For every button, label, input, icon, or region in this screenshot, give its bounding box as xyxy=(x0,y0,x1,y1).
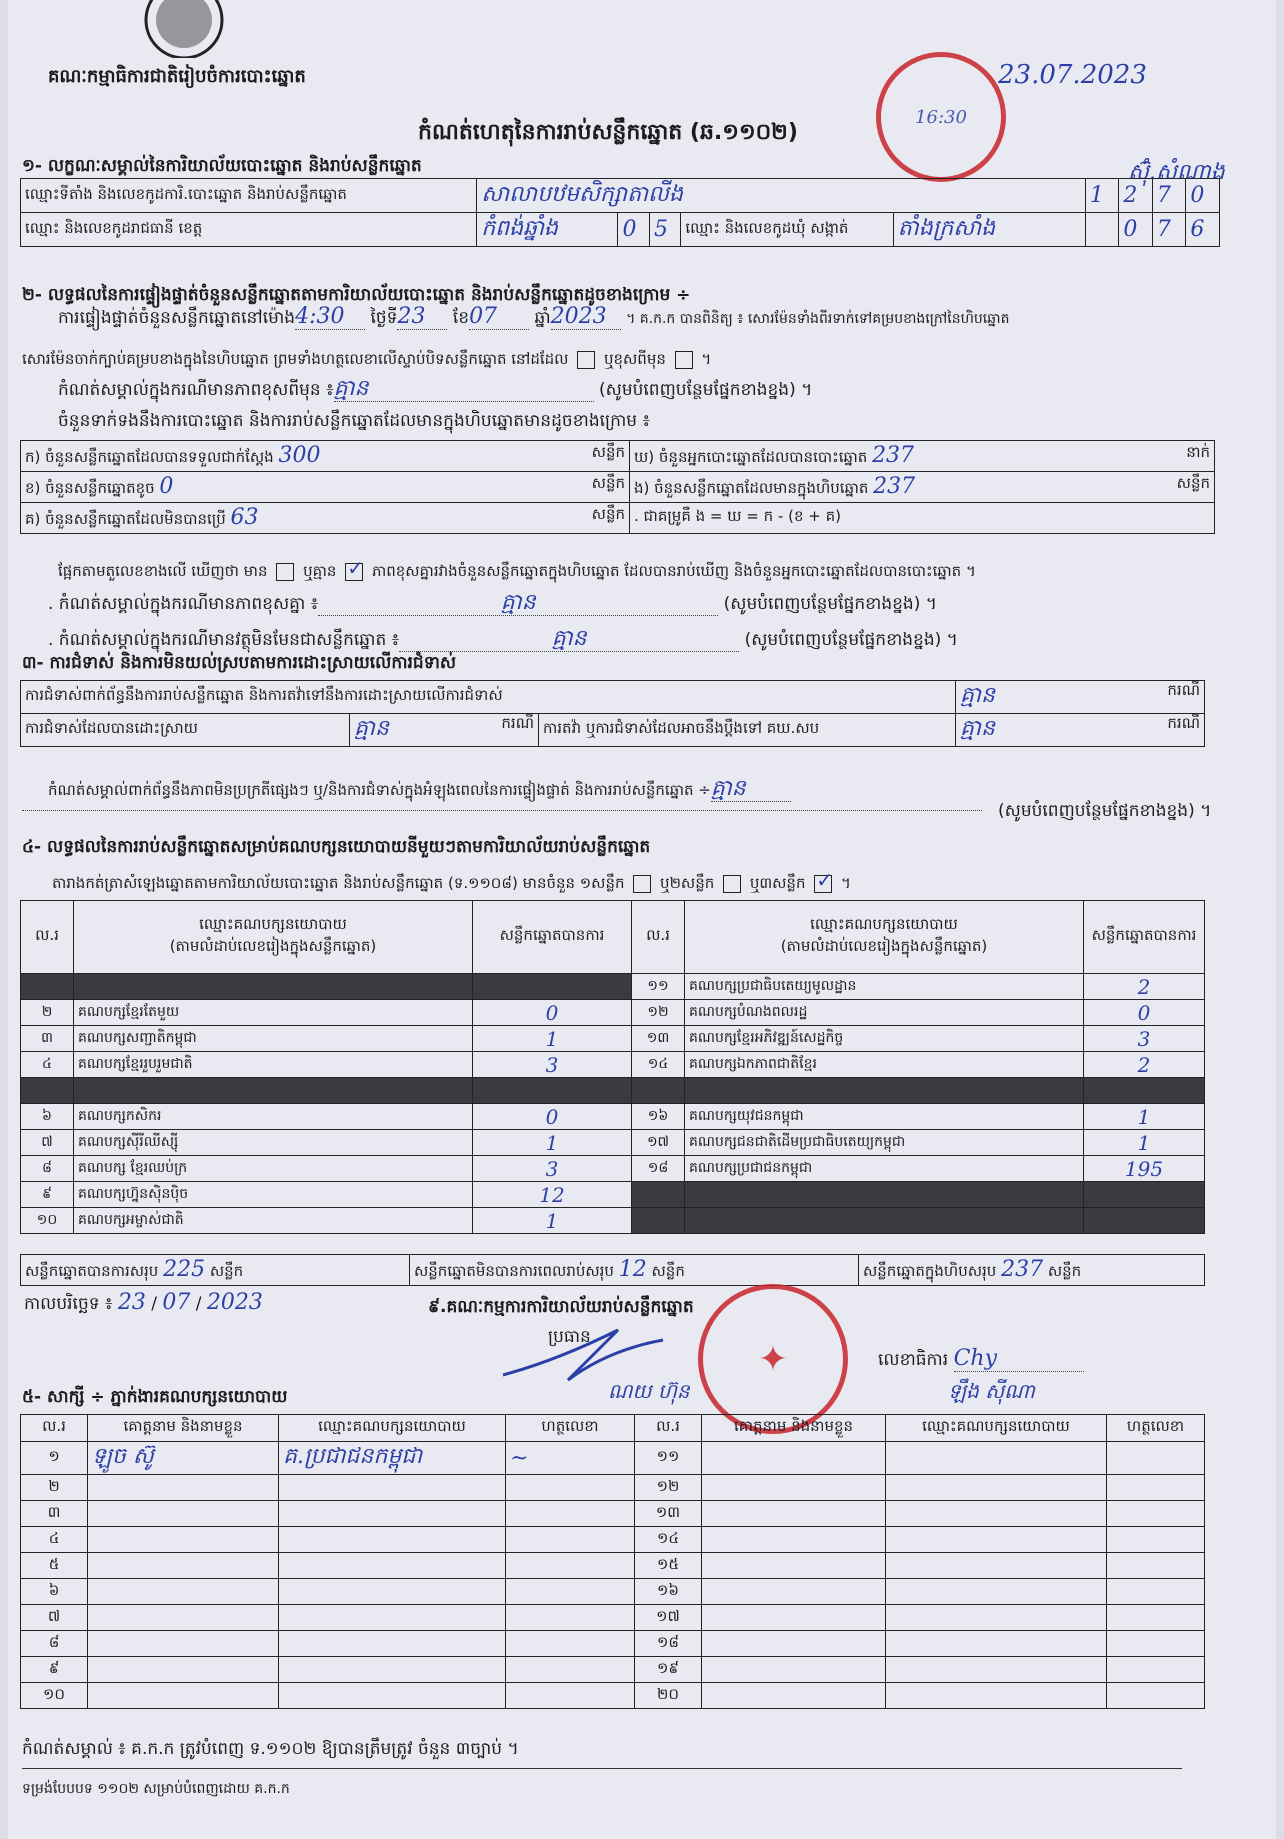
date-month: 07 xyxy=(162,1290,191,1315)
blank-row-cell xyxy=(1084,1078,1205,1104)
diff-note: . កំណត់សម្គាល់ក្នុងករណីមានភាពខុសគ្នា ៖ គ្មាន (សូមបំពេញបន្ថែមផ្នែកខាងខ្នង) ។ xyxy=(48,590,937,615)
party-number: ១០ xyxy=(21,1208,74,1234)
party-name: គណបក្សខ្មែររួបរួមជាតិ xyxy=(74,1052,473,1078)
count-c-value: 63 xyxy=(230,504,259,530)
blank-row-cell xyxy=(1084,1182,1205,1208)
party-votes: 2 xyxy=(1084,974,1205,1000)
witness-party xyxy=(279,1579,506,1605)
witness-party xyxy=(279,1527,506,1553)
totals-table: សន្លឹកឆ្នោតបានការសរុប 225 សន្លឹក សន្លឹកឆ្នោតមិនបានការពេលរាប់សរុប 12 សន្លឹក សន្លឹកឆ្នោតក្នុងហិបសរុប 237 សន្លឹក xyxy=(20,1254,1205,1286)
witness-party xyxy=(886,1527,1107,1553)
witness-name xyxy=(88,1579,279,1605)
blank-row-cell xyxy=(632,1182,685,1208)
party-number: ១៦ xyxy=(632,1104,685,1130)
col-no-right: ល.រ xyxy=(632,901,685,974)
witness-signature xyxy=(1107,1527,1205,1553)
form-title: កំណត់ហេតុនៃការរាប់សន្លឹកឆ្នោត (ឆ.១១០២) xyxy=(418,120,798,145)
witness-row xyxy=(21,1657,1205,1683)
party-name: គណបក្សស៊ីរីឈីស្ស៊ី xyxy=(74,1130,473,1156)
handwritten-date: 23.07.2023 xyxy=(998,60,1147,90)
witness-signature: ~ xyxy=(506,1442,635,1475)
total-invalid-label: សន្លឹកឆ្នោតមិនបានការពេលរាប់សរុប xyxy=(414,1261,614,1280)
col-no: ល.រ xyxy=(21,901,74,974)
witness-party xyxy=(279,1683,506,1709)
code-top-2: 7 xyxy=(1152,179,1186,213)
witness-signature xyxy=(1107,1631,1205,1657)
party-name: គណបក្សយុវជនកម្ពុជា xyxy=(685,1104,1084,1130)
result-row xyxy=(21,1130,1205,1156)
witness-party xyxy=(279,1553,506,1579)
witness-party xyxy=(886,1475,1107,1501)
official-stamp-bottom xyxy=(698,1284,848,1434)
party-number: ១១ xyxy=(632,974,685,1000)
commune-value: តាំងក្រសាំង xyxy=(897,215,996,241)
party-votes: 3 xyxy=(473,1156,632,1182)
witness-party xyxy=(279,1501,506,1527)
party-name: គណបក្សជនជាតិដើមប្រជាធិបតេយ្យកម្ពុជា xyxy=(685,1130,1084,1156)
witness-row xyxy=(21,1683,1205,1709)
witness-number: ១៧ xyxy=(635,1605,702,1631)
date-day: 23 xyxy=(117,1290,146,1315)
witness-party xyxy=(279,1631,506,1657)
witness-signature xyxy=(506,1657,635,1683)
party-number: ១៣ xyxy=(632,1026,685,1052)
witness-party xyxy=(279,1605,506,1631)
same-checkbox[interactable] xyxy=(577,351,595,369)
witness-signature xyxy=(506,1553,635,1579)
party-number: ១៨ xyxy=(632,1156,685,1182)
witness-signature xyxy=(506,1579,635,1605)
results-table xyxy=(20,900,1205,1234)
witness-party xyxy=(886,1579,1107,1605)
total-invalid: 12 xyxy=(618,1256,647,1282)
witness-name xyxy=(702,1501,886,1527)
w-col-sig: ហត្ថលេខា xyxy=(506,1415,635,1442)
witness-number: ១៣ xyxy=(635,1501,702,1527)
count-b-value: 0 xyxy=(159,473,174,499)
w-col-name-right: គោត្តនាម និងនាមខ្លួន xyxy=(702,1415,886,1442)
irregularity-dots xyxy=(22,810,982,811)
code-bottom-0: 0 xyxy=(1123,217,1138,242)
result-row xyxy=(21,1208,1205,1234)
code-bottom-2: 6 xyxy=(1190,217,1205,242)
witness-table xyxy=(20,1414,1205,1709)
witness-signature xyxy=(1107,1553,1205,1579)
witness-name xyxy=(702,1553,886,1579)
footer-form-note: ទម្រង់បែបបទ ១១០២ សម្រាប់បំពេញដោយ គ.ក.ក xyxy=(22,1781,290,1797)
place-value: សាលាបឋមសិក្សាតាលីង xyxy=(481,181,683,207)
party-name: គណបក្សអម្ចាស់ជាតិ xyxy=(74,1208,473,1234)
witness-number: ១២ xyxy=(635,1475,702,1501)
place-label: ឈ្មោះទីតាំង និងលេខកូដការិ.បោះឆ្នោត និងរាប់សន្លឹកឆ្នោត xyxy=(21,179,477,213)
has-difference-checkbox[interactable] xyxy=(276,563,294,581)
witness-name xyxy=(702,1475,886,1501)
party-number: ៦ xyxy=(21,1104,74,1130)
witness-number: ២ xyxy=(21,1475,88,1501)
handwritten-signature-note: ស៊ុំ.សំណាង xyxy=(1128,160,1225,185)
witness-signature xyxy=(506,1501,635,1527)
count-d-label: ឃ) ចំនួនអ្នកបោះឆ្នោតដែលបានបោះឆ្នោត xyxy=(634,447,868,466)
result-row xyxy=(21,1104,1205,1130)
witness-row xyxy=(21,1475,1205,1501)
verify-year: 2023 xyxy=(550,304,607,329)
commune-label: ឈ្មោះ និងលេខកូដឃុំ សង្កាត់ xyxy=(681,213,893,247)
witness-row xyxy=(21,1579,1205,1605)
total-valid: 225 xyxy=(163,1256,206,1282)
official-stamp-top xyxy=(876,52,1006,182)
one-sheet-checkbox[interactable] xyxy=(633,875,651,893)
total-valid-label: សន្លឹកឆ្នោតបានការសរុប xyxy=(25,1261,159,1280)
appeal-value: គ្មាន xyxy=(960,716,995,741)
blank-row-cell xyxy=(21,1078,74,1104)
tally-sheet-line: តារាងកត់ត្រាសំឡេងឆ្នោតតាមការិយាល័យបោះឆ្នោត និងរាប់សន្លឹកឆ្នោត (ទ.១១០៨) មានចំនួន ១សន្លឹក ឬ២សន្លឹក ឬ៣សន្លឹក ✓ ។ xyxy=(52,872,851,894)
w-col-party: ឈ្មោះគណបក្សនយោបាយ xyxy=(279,1415,506,1442)
verify-month: 07 xyxy=(469,304,498,329)
blank-row-cell xyxy=(685,1208,1084,1234)
witness-number: ១ xyxy=(21,1442,88,1475)
witness-row xyxy=(21,1605,1205,1631)
blank-row-cell xyxy=(685,1078,1084,1104)
witness-signature xyxy=(1107,1683,1205,1709)
party-votes: 0 xyxy=(1084,1000,1205,1026)
party-number: ៨ xyxy=(21,1156,74,1182)
party-name: គណបក្សបំណងពលរដ្ឋ xyxy=(685,1000,1084,1026)
col-party: ឈ្មោះគណបក្សនយោបាយ xyxy=(199,915,347,933)
counts-table: ក) ចំនួនសន្លឹកឆ្នោតដែលបានទទួលជាក់ស្តែង 300 សន្លឹក ឃ) ចំនួនអ្នកបោះឆ្នោតដែលបានបោះឆ្នោត 237 នាក់ ខ) ចំនួនសន្លឹកឆ្នោតខូច 0 សន្លឹក ង) ចំនួនសន្លឹកឆ្នោតដែលមានក្នុងហិបឆ្នោត 237 សន្លឹក គ) ចំនួនសន្លឹកឆ្នោតដែលមិនបានប្រើ 63 សន្លឹក . ជាគម្រូគឺ ង = ឃ = ក - (ខ + គ) xyxy=(20,440,1215,534)
witness-signature xyxy=(506,1475,635,1501)
witness-name xyxy=(88,1553,279,1579)
witness-name xyxy=(702,1442,886,1475)
party-number: ២ xyxy=(21,1000,74,1026)
count-e-value: 237 xyxy=(873,473,916,499)
secretary-line: លេខាធិការ Chy xyxy=(878,1348,1084,1372)
party-number: ៧ xyxy=(21,1130,74,1156)
w-col-sig-right: ហត្ថលេខា xyxy=(1107,1415,1205,1442)
document-sheet xyxy=(8,0,1276,1839)
count-c-label: គ) ចំនួនសន្លឹកឆ្នោតដែលមិនបានប្រើ xyxy=(25,509,226,528)
secretary-signature: Chy xyxy=(953,1346,997,1371)
witness-signature xyxy=(1107,1657,1205,1683)
blank-row-cell xyxy=(632,1078,685,1104)
objection-row1-value: គ្មាន xyxy=(960,683,995,708)
code-bottom-1: 7 xyxy=(1156,217,1171,242)
party-votes: 2 xyxy=(1084,1052,1205,1078)
code-top-1: 2 xyxy=(1119,179,1153,213)
section1-heading: ១- លក្ខណៈសម្គាល់នៃការិយាល័យបោះឆ្នោត និងរាប់សន្លឹកឆ្នោត xyxy=(22,156,422,176)
witness-number: ១៨ xyxy=(635,1631,702,1657)
date-line: កាលបរិច្ឆេទ ៖ 23 / 07 / 2023 xyxy=(24,1290,263,1315)
province-label: ឈ្មោះ និងលេខកូដរាជធានី ខេត្ត xyxy=(25,218,203,237)
party-name: គណបក្សប្រជាជនកម្ពុជា xyxy=(685,1156,1084,1182)
witness-signature xyxy=(1107,1442,1205,1475)
witness-number: ៥ xyxy=(21,1553,88,1579)
witness-signature xyxy=(506,1605,635,1631)
party-votes: 1 xyxy=(1084,1130,1205,1156)
result-row xyxy=(21,1026,1205,1052)
section1-table xyxy=(20,178,1220,247)
witness-number: ៨ xyxy=(21,1631,88,1657)
party-name: គណបក្ស ខ្មែរឈប់ក្រ xyxy=(74,1156,473,1182)
party-name: គណបក្សហ្វ៊ុនស៊ិនប៉ិច xyxy=(74,1182,473,1208)
w-col-name: គោត្តនាម និងនាមខ្លួន xyxy=(88,1415,279,1442)
witness-party xyxy=(279,1657,506,1683)
witness-number: ១៥ xyxy=(635,1553,702,1579)
party-votes: 3 xyxy=(473,1052,632,1078)
witness-number: ១៩ xyxy=(635,1657,702,1683)
witness-number: ៣ xyxy=(21,1501,88,1527)
witness-name xyxy=(702,1657,886,1683)
party-votes: 1 xyxy=(473,1130,632,1156)
total-box-label: សន្លឹកឆ្នោតក្នុងហិបសរុប xyxy=(863,1261,997,1280)
party-name: គណបក្សសញ្ជាតិកម្ពុជា xyxy=(74,1026,473,1052)
witness-name xyxy=(702,1527,886,1553)
party-votes: 1 xyxy=(473,1208,632,1234)
result-row xyxy=(21,974,1205,1000)
witness-number: ៩ xyxy=(21,1657,88,1683)
witness-party xyxy=(279,1475,506,1501)
party-name: គណបក្សខ្មែរអភិវឌ្ឍន៍សេដ្ឋកិច្ច xyxy=(685,1026,1084,1052)
witness-name xyxy=(702,1683,886,1709)
province-code-1: 5 xyxy=(653,217,668,242)
witness-number: ១១ xyxy=(635,1442,702,1475)
witness-name xyxy=(88,1657,279,1683)
compare-line: ផ្អែកតាមតួលេខខាងលើ ឃើញថា មាន ឬគ្មាន ✓ ភាពខុសគ្នារវាងចំនួនសន្លឹកឆ្នោតក្នុងហិបឆ្នោត ដែលបានរាប់ឃើញ និងចំនួនអ្នកបោះឆ្នោតដែលបានបោះឆ្នោត ។ xyxy=(58,560,976,582)
w-col-party-right: ឈ្មោះគណបក្សនយោបាយ xyxy=(886,1415,1107,1442)
committee-name: គណៈកម្មាធិការជាតិរៀបចំការបោះឆ្នោត xyxy=(48,66,306,87)
witness-signature xyxy=(1107,1579,1205,1605)
stamp-time: 16:30 xyxy=(915,106,967,128)
witness-name xyxy=(702,1631,886,1657)
blank-row-cell xyxy=(685,1182,1084,1208)
party-number: ៣ xyxy=(21,1026,74,1052)
appeal-label: ការតវ៉ា ឬការជំទាស់ដែលអាចនឹងប្តឹងទៅ គឃ.សប xyxy=(539,714,956,747)
section3-heading: ៣- ការជំទាស់ និងការមិនយល់ស្របតាមការដោះស្រាយលើការជំទាស់ xyxy=(22,653,457,673)
witness-number: ១៤ xyxy=(635,1527,702,1553)
witness-name xyxy=(88,1631,279,1657)
counts-intro: ចំនួនទាក់ទងនឹងការបោះឆ្នោត និងការរាប់សន្លឹកឆ្នោតដែលមានក្នុងហិបឆ្នោតមានដូចខាងក្រោម ៖ xyxy=(58,411,650,431)
witness-signature xyxy=(1107,1605,1205,1631)
party-name: គណបក្សខ្មែរតែមួយ xyxy=(74,1000,473,1026)
party-number: ៩ xyxy=(21,1182,74,1208)
party-name: គណបក្សប្រជាធិបតេយ្យមូលដ្ឋាន xyxy=(685,974,1084,1000)
witness-number: ១៦ xyxy=(635,1579,702,1605)
party-votes: 3 xyxy=(1084,1026,1205,1052)
party-name: គណបក្សឯកភាពជាតិខ្មែរ xyxy=(685,1052,1084,1078)
witness-number: ៤ xyxy=(21,1527,88,1553)
party-name: គណបក្សកសិករ xyxy=(74,1104,473,1130)
blank-row-cell xyxy=(632,1208,685,1234)
witness-party xyxy=(886,1657,1107,1683)
verify-line: ការផ្ទៀងផ្ទាត់ចំនួនសន្លឹកឆ្នោតនៅម៉ោង4:30 ថ្ងៃទី23 ខែ07 ឆ្នាំ2023 ។ គ.ក.ក បានពិនិត្យ ៖ សោរម៉ែនទាំងពីរទាក់ទៅគម្របខាងក្រៅនៃហិបឆ្នោត xyxy=(58,304,1010,329)
verify-time: 4:30 xyxy=(295,304,345,329)
count-a-label: ក) ចំនួនសន្លឹកឆ្នោតដែលបានទទួលជាក់ស្តែង xyxy=(25,447,274,466)
two-sheet-checkbox[interactable] xyxy=(723,875,741,893)
party-votes: 195 xyxy=(1084,1156,1205,1182)
witness-name: ឡូច ស៊ូ xyxy=(88,1442,279,1475)
section5-heading: ៥- សាក្សី ÷ ភ្នាក់ងារគណបក្សនយោបាយ xyxy=(22,1387,288,1407)
province-code-0: 0 xyxy=(622,217,637,242)
witness-number: ៧ xyxy=(21,1605,88,1631)
count-b-label: ខ) ចំនួនសន្លឹកឆ្នោតខូច xyxy=(25,478,155,497)
blank-row-cell xyxy=(74,974,473,1000)
count-e-label: ង) ចំនួនសន្លឹកឆ្នោតដែលមានក្នុងហិបឆ្នោត xyxy=(634,478,869,497)
count-d-value: 237 xyxy=(872,442,915,468)
party-number: ១៤ xyxy=(632,1052,685,1078)
witness-party xyxy=(886,1605,1107,1631)
irregularity-note: កំណត់សម្គាល់ពាក់ព័ន្ធនឹងភាពមិនប្រក្រតីផ្សេងៗ ឬ/និងការជំទាស់ក្នុងអំឡុងពេលនៃការផ្ទៀងផ្ទាត់ និងការរាប់សន្លឹកឆ្នោត ÷គ្មាន xyxy=(48,778,791,802)
witness-name xyxy=(88,1501,279,1527)
col-votes-right: សន្លឹកឆ្នោតបានការ xyxy=(1084,901,1205,974)
witness-row xyxy=(21,1501,1205,1527)
col-party-sub: (តាមលំដាប់លេខរៀងក្នុងសន្លឹកឆ្នោត) xyxy=(169,937,377,955)
w-col-no-right: ល.រ xyxy=(635,1415,702,1442)
result-row xyxy=(21,1052,1205,1078)
objections-table: ការជំទាស់ពាក់ព័ន្ធនឹងការរាប់សន្លឹកឆ្នោត និងការតវ៉ាទៅនឹងការដោះស្រាយលើការជំទាស់ គ្មាន ករណី ការជំទាស់ដែលបានដោះស្រាយ គ្មាន ករណី ការតវ៉ា ឬការជំទាស់ដែលអាចនឹងប្តឹងទៅ គឃ.សប គ្មាន ករណី xyxy=(20,680,1205,747)
resolved-label: ការជំទាស់ដែលបានដោះស្រាយ xyxy=(21,714,350,747)
nec-emblem-icon xyxy=(138,0,230,58)
witness-name xyxy=(702,1579,886,1605)
footer-note: កំណត់សម្គាល់ ៖ គ.ក.ក ត្រូវបំពេញ ទ.១១០២ ឱ្យបានត្រឹមត្រូវ ចំនួន ៣ច្បាប់ ។ xyxy=(22,1739,519,1759)
party-number: ១២ xyxy=(632,1000,685,1026)
resolved-value: គ្មាន xyxy=(354,716,389,741)
code-top-3: 0 xyxy=(1186,179,1220,213)
witness-number: ២០ xyxy=(635,1683,702,1709)
witness-signature xyxy=(1107,1501,1205,1527)
party-number: ៤ xyxy=(21,1052,74,1078)
result-row xyxy=(21,1182,1205,1208)
witness-name xyxy=(702,1605,886,1631)
party-number: ១៧ xyxy=(632,1130,685,1156)
blank-row-cell xyxy=(74,1078,473,1104)
result-row xyxy=(21,1000,1205,1026)
no-difference-checkbox[interactable] xyxy=(345,563,363,581)
different-checkbox[interactable] xyxy=(675,351,693,369)
col-party-sub-right: (តាមលំដាប់លេខរៀងក្នុងសន្លឹកឆ្នោត) xyxy=(780,937,988,955)
total-box: 237 xyxy=(1001,1256,1044,1282)
verify-day: 23 xyxy=(397,304,426,329)
blank-row-cell xyxy=(21,974,74,1000)
witness-signature xyxy=(1107,1475,1205,1501)
seal-note: កំណត់សម្គាល់ក្នុងករណីមានភាពខុសពីមុន ៖គ្មាន (សូមបំពេញបន្ថែមផ្នែកខាងខ្នង) ។ xyxy=(58,376,813,401)
witness-party xyxy=(886,1442,1107,1475)
section4-heading: ៤- លទ្ធផលនៃការរាប់សន្លឹកឆ្នោតសម្រាប់គណបក្សនយោបាយនីមួយៗតាមការិយាល័យរាប់សន្លឹកឆ្នោត xyxy=(22,837,651,857)
witness-row xyxy=(21,1553,1205,1579)
witness-number: ១០ xyxy=(21,1683,88,1709)
irregularity-hint: (សូមបំពេញបន្ថែមផ្នែកខាងខ្នង) ។ xyxy=(998,801,1212,821)
witness-party xyxy=(886,1553,1107,1579)
count-formula: . ជាគម្រូគឺ ង = ឃ = ក - (ខ + គ) xyxy=(634,507,841,525)
stamp-emblem-icon: ✦ xyxy=(757,1338,789,1380)
committee-label: ៩.គណៈកម្មការការិយាល័យរាប់សន្លឹកឆ្នោត xyxy=(428,1297,694,1317)
seal-line: សោរម៉ែនចាក់ក្បាប់គម្របខាងក្នុងនៃហិបឆ្នោត ព្រមទាំងហត្ថលេខាលើស្ទាប់បិទសន្លឹកឆ្នោត នៅដដែល ឬខុសពីមុន ។ xyxy=(22,350,712,368)
witness-party xyxy=(886,1631,1107,1657)
party-votes: 1 xyxy=(473,1026,632,1052)
w-col-no: ល.រ xyxy=(21,1415,88,1442)
party-votes: 0 xyxy=(473,1000,632,1026)
witness-row xyxy=(21,1527,1205,1553)
witness-name xyxy=(88,1683,279,1709)
result-row xyxy=(21,1078,1205,1104)
witness-row xyxy=(21,1631,1205,1657)
date-year: 2023 xyxy=(206,1290,263,1315)
footer-rule xyxy=(22,1768,1182,1769)
blank-row-cell xyxy=(473,1078,632,1104)
witness-signature xyxy=(506,1631,635,1657)
witness-name xyxy=(88,1605,279,1631)
blank-row-cell xyxy=(1084,1208,1205,1234)
count-a-value: 300 xyxy=(278,442,321,468)
col-votes: សន្លឹកឆ្នោតបានការ xyxy=(473,901,632,974)
result-row xyxy=(21,1156,1205,1182)
section2-heading: ២- លទ្ធផលនៃការផ្ទៀងផ្ទាត់ចំនួនសន្លឹកឆ្នោតតាមការិយាល័យបោះឆ្នោត និងរាប់សន្លឹកឆ្នោតដូចខាងក្រោម ÷ xyxy=(22,285,691,305)
witness-number: ៦ xyxy=(21,1579,88,1605)
col-party-right: ឈ្មោះគណបក្សនយោបាយ xyxy=(810,915,958,933)
secretary-name: ឡឹង ស៊ីណា xyxy=(948,1379,1035,1403)
other-note: . កំណត់សម្គាល់ក្នុងករណីមានវត្ថុមិនមែនជាសន្លឹកឆ្នោត ៖ គ្មាន (សូមបំពេញបន្ថែមផ្នែកខាងខ្នង) ។ xyxy=(48,626,958,651)
code-top-0: 1 xyxy=(1085,179,1119,213)
witness-party: គ.ប្រជាជនកម្ពុជា xyxy=(279,1442,506,1475)
witness-party xyxy=(886,1683,1107,1709)
witness-name xyxy=(88,1527,279,1553)
witness-row xyxy=(21,1442,1205,1475)
chair-label: ប្រធាន xyxy=(548,1327,591,1347)
witness-party xyxy=(886,1501,1107,1527)
witness-signature xyxy=(506,1527,635,1553)
witness-signature xyxy=(506,1683,635,1709)
chair-name: ណយ ហ៊ុន xyxy=(608,1379,690,1403)
chair-signature-icon xyxy=(498,1320,668,1390)
three-sheet-checkbox[interactable] xyxy=(814,875,832,893)
party-votes: 0 xyxy=(473,1104,632,1130)
objection-row1-label: ការជំទាស់ពាក់ព័ន្ធនឹងការរាប់សន្លឹកឆ្នោត និងការតវ៉ាទៅនឹងការដោះស្រាយលើការជំទាស់ xyxy=(21,681,956,714)
blank-row-cell xyxy=(473,974,632,1000)
party-votes: 12 xyxy=(473,1182,632,1208)
province-value: កំពង់ឆ្នាំង xyxy=(481,215,559,241)
party-votes: 1 xyxy=(1084,1104,1205,1130)
witness-name xyxy=(88,1475,279,1501)
